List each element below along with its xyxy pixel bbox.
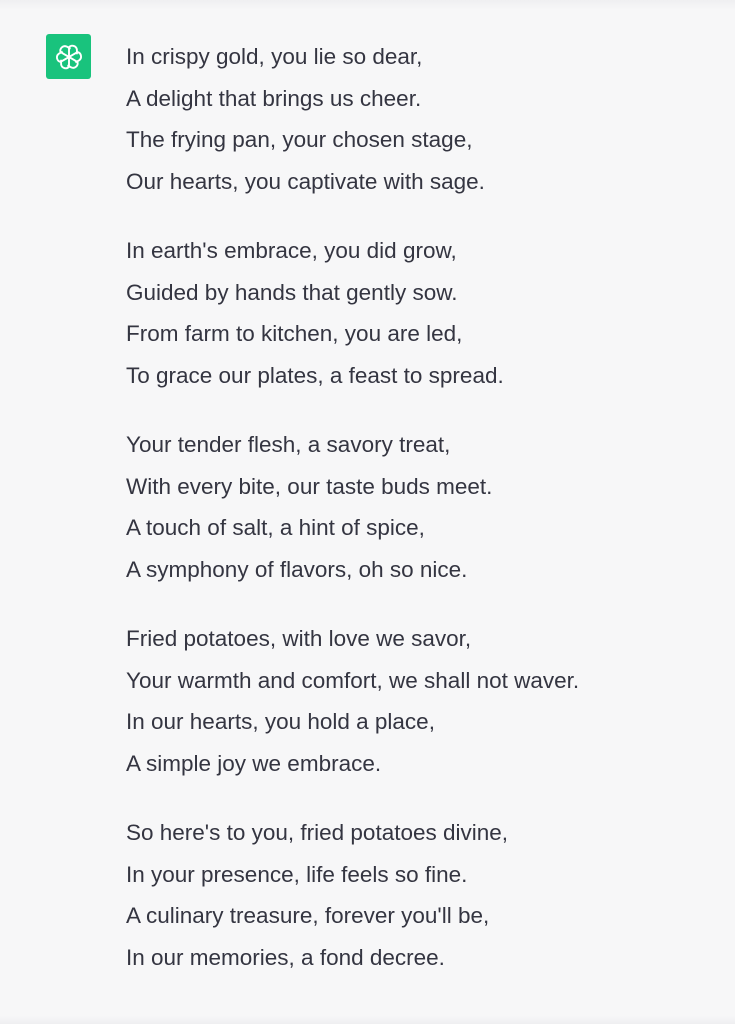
poem-line: From farm to kitchen, you are led, [126,321,463,346]
stanza [126,812,726,978]
poem-line: So here's to you, fried potatoes divine, [126,820,509,845]
bottom-divider [0,1016,735,1024]
poem-line: In crispy gold, you lie so dear, [126,44,423,69]
poem-line: In earth's embrace, you did grow, [126,238,457,263]
poem-line: With every bite, our taste buds meet. [126,473,493,499]
poem-line: A culinary treasure, forever you'll be, [126,903,490,928]
poem-line: In your presence, life feels so fine. [126,861,468,887]
poem-line: A symphony of flavors, oh so nice. [126,556,468,582]
poem-line: Our hearts, you captivate with sage. [126,168,485,194]
stanza [126,618,726,784]
poem-line: In our memories, a fond decree. [126,944,445,970]
poem-line: In our hearts, you hold a place, [126,709,435,734]
poem-line: The frying pan, your chosen stage, [126,127,473,152]
poem-line: Your warmth and comfort, we shall not waver. [126,667,580,693]
poem-line: Guided by hands that gently sow. [126,279,458,305]
stanza [126,230,726,396]
poem-line: Your tender flesh, a savory treat, [126,432,451,457]
stanza [126,424,726,590]
poem-line: A touch of salt, a hint of spice, [126,515,425,540]
assistant-avatar [46,34,91,79]
poem-line: A simple joy we embrace. [126,750,382,776]
openai-logo-icon [53,41,85,73]
poem-line: Fried potatoes, with love we savor, [126,626,472,651]
poem-line: To grace our plates, a feast to spread. [126,362,504,388]
stanza [126,36,726,202]
poem-line: A delight that brings us cheer. [126,85,422,111]
message-content [126,36,726,1006]
